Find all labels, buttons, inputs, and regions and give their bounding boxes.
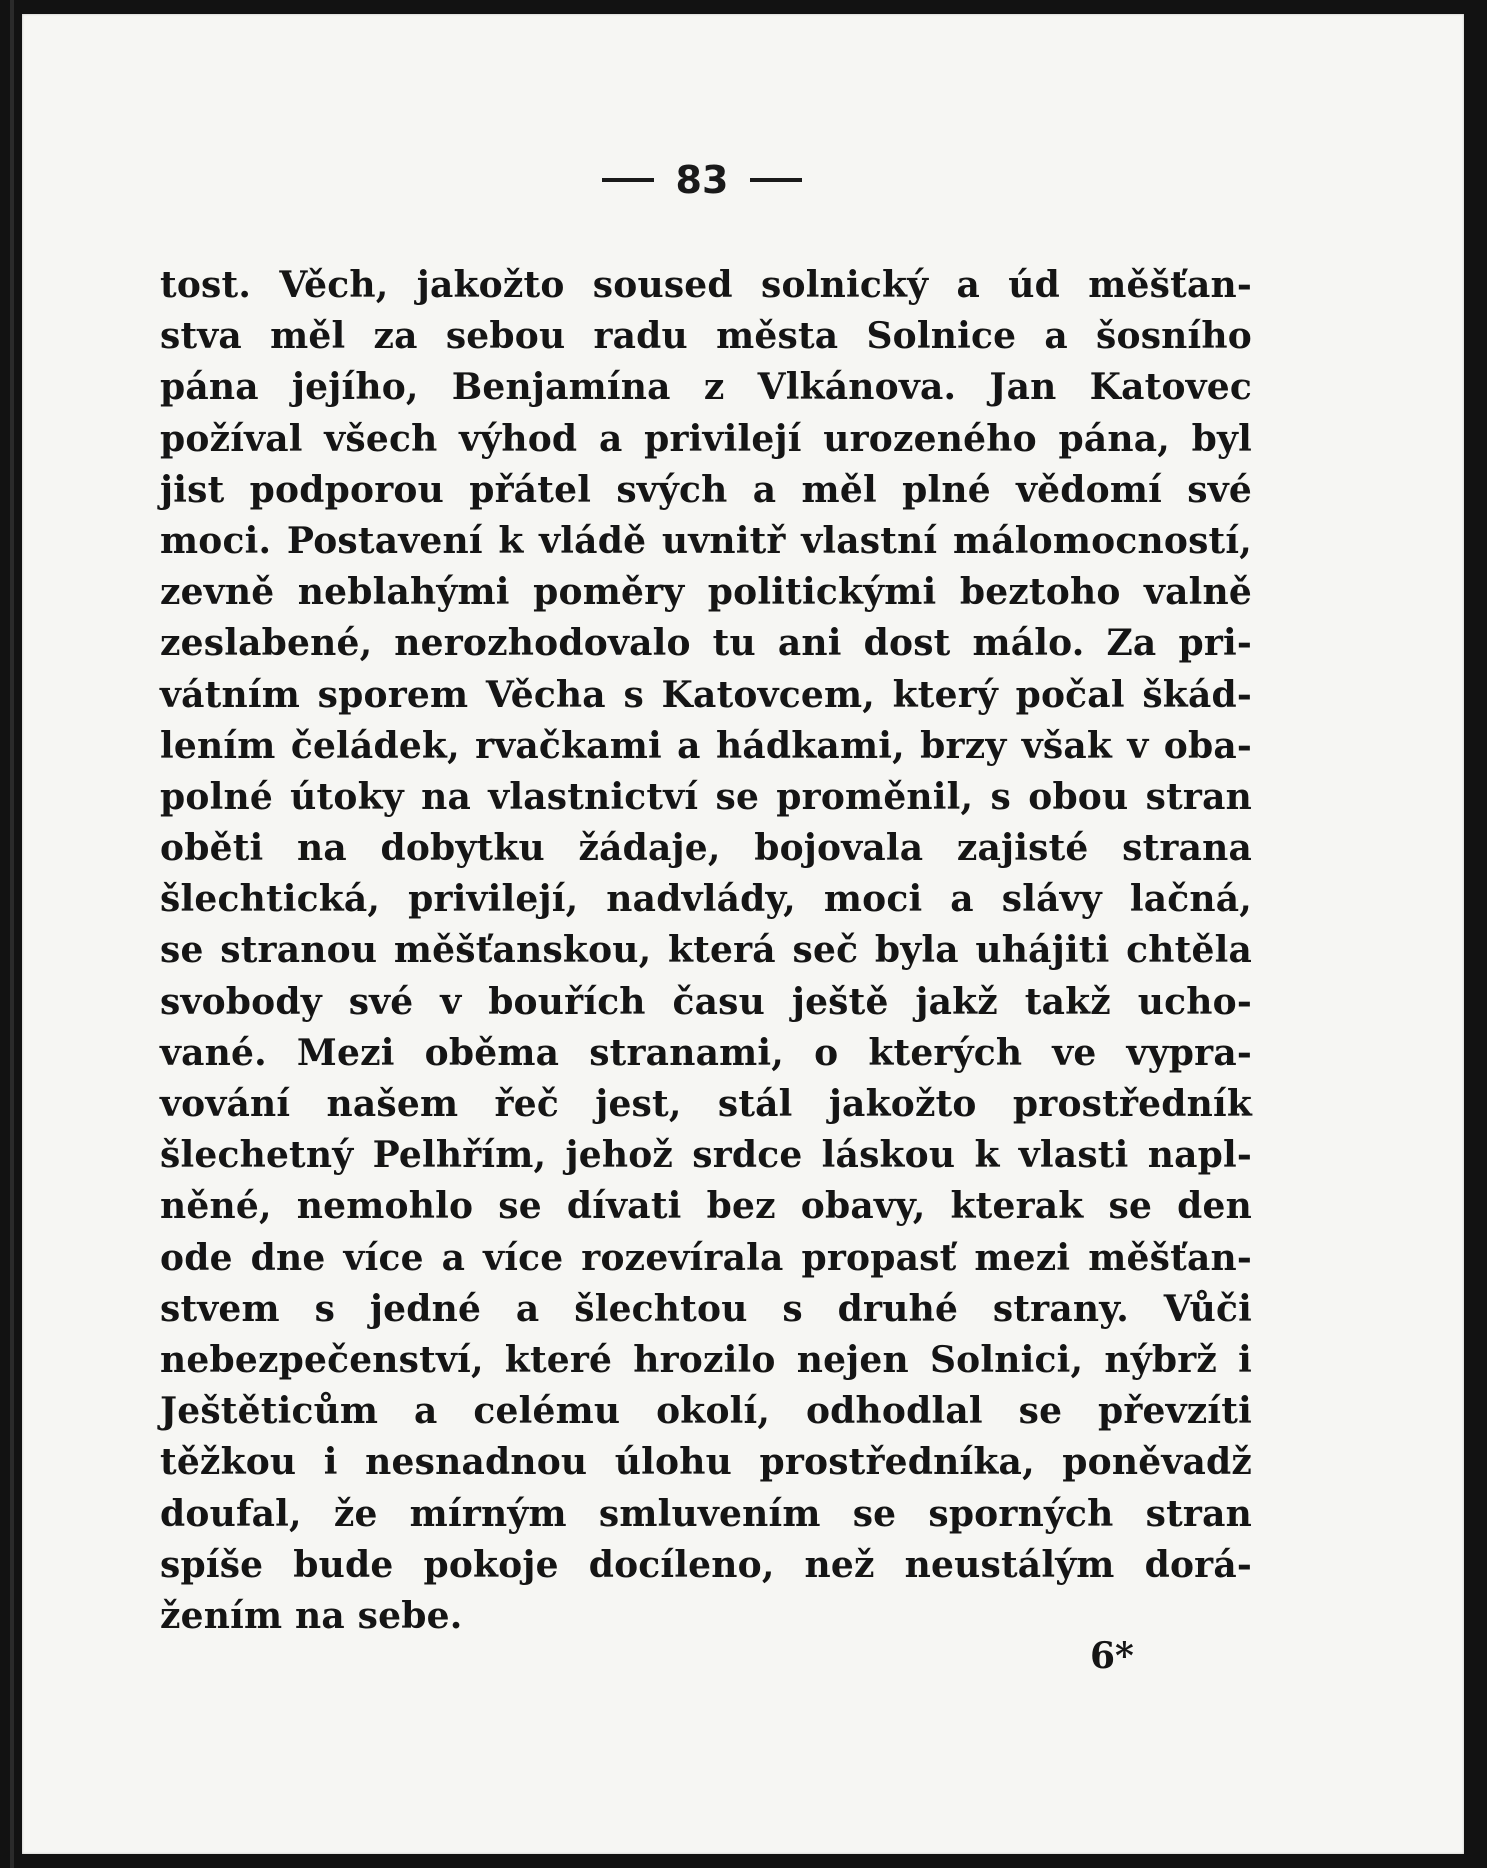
text-line: se stranou měšťanskou, která seč byla uhájiti chtěla bbox=[160, 929, 1252, 972]
text-line: oběti na dobytku žádaje, bojovala zajisté strana bbox=[160, 827, 1252, 870]
main-text-block bbox=[160, 260, 1252, 1642]
text-line: Ještěticům a celému okolí, odhodlal se převzíti bbox=[160, 1390, 1252, 1433]
page-number-block bbox=[562, 156, 842, 204]
text-line: těžkou i nesnadnou úlohu prostředníka, poněvadž bbox=[160, 1441, 1252, 1484]
signature-mark: 6* bbox=[1090, 1635, 1134, 1677]
text-line: zeslabené, nerozhodovalo tu ani dost málo. Za pri- bbox=[160, 622, 1252, 665]
text-line: doufal, že mírným smluvením se sporných stran bbox=[160, 1492, 1252, 1535]
text-line: šlechtická, privilejí, nadvlády, moci a slávy lačná, bbox=[160, 878, 1252, 921]
text-line: vané. Mezi oběma stranami, o kterých ve vypra- bbox=[160, 1031, 1252, 1074]
text-line: vování našem řeč jest, stál jakožto prostředník bbox=[160, 1083, 1252, 1125]
scan-edge-rule bbox=[10, 0, 14, 1868]
page-number: 83 bbox=[675, 158, 729, 202]
text-line: tost. Věch, jakožto soused solnický a úd měšťan- bbox=[160, 264, 1252, 306]
book-page bbox=[22, 14, 1464, 1854]
text-line: svobody své v bouřích času ještě jakž takž ucho- bbox=[160, 980, 1252, 1023]
text-line: spíše bude pokoje docíleno, než neustálým dorá- bbox=[160, 1543, 1252, 1586]
text-line: stvem s jedné a šlechtou s druhé strany. Vůči bbox=[160, 1287, 1252, 1330]
text-line: moci. Postavení k vládě uvnitř vlastní málomocností, bbox=[160, 519, 1252, 562]
text-line: požíval všech výhod a privilejí urozeného pána, byl bbox=[160, 417, 1252, 460]
text-line: polné útoky na vlastnictví se proměnil, s obou stran bbox=[160, 775, 1252, 818]
text-line: vátním sporem Věcha s Katovcem, který počal škád- bbox=[160, 673, 1252, 716]
text-line: žením na sebe. bbox=[160, 1594, 463, 1637]
text-line: jist podporou přátel svých a měl plné vědomí své bbox=[160, 468, 1252, 511]
page-header bbox=[22, 156, 1464, 204]
text-line: zevně neblahými poměry politickými beztoho valně bbox=[160, 571, 1252, 614]
text-line: nebezpečenství, které hrozilo nejen Solnici, nýbrž i bbox=[160, 1338, 1252, 1381]
text-line: ode dne více a více rozevírala propasť mezi měšťan- bbox=[160, 1236, 1252, 1279]
text-line: pána jejího, Benjamína z Vlkánova. Jan Katovec bbox=[160, 366, 1252, 409]
left-dash bbox=[602, 178, 654, 182]
text-line: lením čeládek, rvačkami a hádkami, brzy však v oba- bbox=[160, 724, 1252, 767]
text-line: něné, nemohlo se dívati bez obavy, kterak se den bbox=[160, 1185, 1252, 1228]
text-line: šlechetný Pelhřím, jehož srdce láskou k vlasti napl- bbox=[160, 1134, 1252, 1177]
right-dash bbox=[750, 178, 802, 182]
text-line: stva měl za sebou radu města Solnice a šosního bbox=[160, 315, 1252, 358]
